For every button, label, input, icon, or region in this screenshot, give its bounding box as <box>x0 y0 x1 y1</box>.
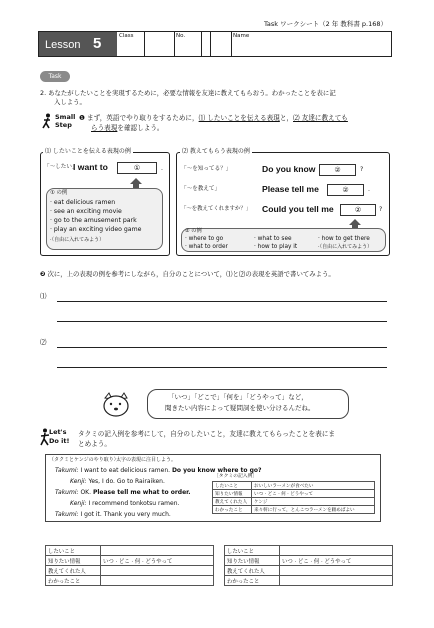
answer-line-1b[interactable] <box>57 321 387 322</box>
sample-value-2: いつ · どこ · 何 · どうやって <box>252 490 375 498</box>
small-step-badge-bottom: Step <box>55 121 72 129</box>
box1-examples-note: ·（自由に入れてみよう） <box>50 237 105 243</box>
sample-table <box>212 481 375 514</box>
dialogue-1-plain: I want to eat delicious ramen. <box>80 467 171 474</box>
left-value-2[interactable]: いつ · どこ · 何 · どうやって <box>101 556 214 566</box>
class-value-cell[interactable] <box>144 32 175 56</box>
box2-row3-end: ? <box>379 206 383 213</box>
box2-example-5: · how to play it <box>254 244 298 250</box>
box2-row1-en: Do you know <box>262 164 316 174</box>
no-cell[interactable] <box>174 32 202 56</box>
box1-example-3: · go to the amusement park <box>50 217 137 224</box>
class-label: Class <box>119 33 134 39</box>
small-step-badge-top: Small <box>55 113 76 121</box>
sample-label-3: 教えてくれた人 <box>213 498 252 506</box>
box1-example-2: · see an exciting movie <box>50 208 122 215</box>
left-label-1: したいこと <box>46 546 101 556</box>
answer-table-left <box>45 545 214 586</box>
left-label-2: 知りたい情報 <box>46 556 101 566</box>
dialogue-1-bold: Do you know where to go? <box>171 467 262 474</box>
left-value-3[interactable] <box>101 566 214 576</box>
step-text-c: と， <box>279 114 294 122</box>
hint-line2: 聞きたい内容によって疑問詞を使い分けるんだね。 <box>165 404 315 412</box>
sample-value-3: ケンジ <box>252 498 375 506</box>
hint-line1: 「いつ」「どこで」「何を」「どうやって」など， <box>168 393 308 401</box>
box2-row3-en: Could you tell me <box>262 204 334 214</box>
small-step-line2 <box>91 124 164 132</box>
box2-row3-slot[interactable]: ② <box>340 204 376 216</box>
box2-example-4: · what to order <box>185 244 228 250</box>
right-label-2: 知りたい情報 <box>225 556 280 566</box>
right-label-1: したいこと <box>225 546 280 556</box>
left-label-3: 教えてくれた人 <box>46 566 101 576</box>
right-value-4[interactable] <box>280 576 393 586</box>
box1-slot[interactable]: ① <box>117 162 157 174</box>
small-step-walker-icon <box>40 113 54 129</box>
box2-row2-end: . <box>368 186 370 193</box>
dialogue-line-2 <box>70 478 165 486</box>
small-step-line1 <box>79 114 348 122</box>
right-value-1[interactable] <box>280 546 393 556</box>
box1-title: ⑴ したいことを伝える表現の例 <box>45 148 131 155</box>
box1-example-4: · play an exciting video game <box>50 226 142 233</box>
name-label: Name <box>233 33 250 39</box>
worksheet-title: Task ワークシート（2 年 教科書 p.168） <box>264 20 388 28</box>
answer-line-1a[interactable] <box>57 301 387 302</box>
speaker-1: Takumi: <box>55 467 79 474</box>
lets-badge-top: Let's <box>49 428 67 436</box>
box2-row3-jp: 「〜を教えてくれますか？」 <box>181 206 252 212</box>
step-number: ❶ <box>79 114 85 122</box>
step-text-f: を確認しよう。 <box>117 124 164 132</box>
right-label-4: わかったこと <box>225 576 280 586</box>
box2-row2-slot[interactable]: ② <box>327 184 364 196</box>
right-value-2[interactable]: いつ · どこ · 何 · どうやって <box>280 556 393 566</box>
speaker-5: Takumi: <box>55 511 79 518</box>
dialogue-line-4 <box>70 500 179 508</box>
lesson-badge <box>39 32 117 56</box>
box1-examples-title: ① の例 <box>50 190 68 196</box>
right-value-3[interactable] <box>280 566 393 576</box>
box1-prompt: 「〜したい」 <box>44 164 78 170</box>
q2-line1: 2. あなたがしたいことを実現するために，必要な情報を友達に教えてもらおう。わかったことを表に記 <box>40 89 336 97</box>
sample-title: ［タクミの記入例］ <box>214 474 258 479</box>
lets-line1: タクミの記入例を参考にして，自分のしたいこと，友達に教えてもらったことを表にま <box>78 430 336 438</box>
left-label-4: わかったこと <box>46 576 101 586</box>
box2-title: ⑵ 教えてもらう表現の例 <box>182 148 250 155</box>
header-bar <box>38 31 392 57</box>
box2-row2-jp: 「〜を教えて」 <box>181 186 221 192</box>
speaker-3: Takumi: <box>55 489 79 496</box>
dialogue-3-plain: OK. <box>80 489 92 496</box>
dialogue-2-plain: Yes, I do. Go to Rairaiken. <box>88 478 165 485</box>
box2-example-1: · where to go <box>185 236 224 242</box>
no-label: No. <box>176 33 186 39</box>
answer-line-2b[interactable] <box>57 367 387 368</box>
box2-row1-jp: 「〜を知ってる？」 <box>181 166 232 172</box>
example-caption-note: 太字の表現に注目しよう。 <box>116 457 177 463</box>
line2-label: ⑵ <box>40 338 47 346</box>
left-value-1[interactable] <box>101 546 214 556</box>
dog-mascot-icon <box>100 392 132 420</box>
example-caption: （タクミとケンジのやり取り） <box>49 457 119 463</box>
lesson-number: 5 <box>93 35 102 52</box>
step-text-b: ⑴ したいことを伝える表現 <box>198 114 280 122</box>
step-text-a: まず，英語でやり取りをするために， <box>87 114 199 122</box>
q2-line2: 入しよう。 <box>54 98 86 106</box>
dialogue-5-plain: I got it. Thank you very much. <box>80 511 171 518</box>
box1-example-1: · eat delicious ramen <box>50 199 116 206</box>
q2b-number: ❷ <box>40 270 46 278</box>
lets-line2: とめよう。 <box>78 440 111 448</box>
sample-value-4: 来々軒に行って，とんこつラーメンを頼めばよい <box>252 506 375 514</box>
speaker-4: Kenji: <box>70 500 87 507</box>
name-cell[interactable] <box>231 32 271 56</box>
box2-example-6: ·（自由に入れてみよう） <box>318 244 373 250</box>
q2b-instruction: 次に，上の表現の例を参考にしながら，自分のことについて，⑴と⑵の表現を英語で書いてみよう。 <box>47 270 335 278</box>
step-text-e: らう表現 <box>91 124 118 132</box>
lets-badge-bottom: Do it! <box>49 437 70 445</box>
box2-row2-en: Please tell me <box>262 184 319 194</box>
class-cell[interactable] <box>117 32 145 56</box>
lesson-word: Lesson <box>45 39 81 51</box>
task-tag: Task <box>40 71 70 82</box>
sample-label-2: 知りたい情報 <box>213 490 252 498</box>
no-value-cell[interactable] <box>201 32 232 56</box>
step-text-d: ⑵ 友達に教えても <box>293 114 348 122</box>
speaker-2: Kenji: <box>70 478 87 485</box>
sample-value-1: おいしいラーメンが食べたい <box>252 482 375 490</box>
q2b-text <box>40 270 335 278</box>
box2-examples-title: ② の例 <box>185 228 202 234</box>
dialogue-3-bold: Please tell me what to order. <box>92 489 191 496</box>
name-divider <box>210 31 211 57</box>
answer-line-2a[interactable] <box>57 347 387 348</box>
sample-label-1: したいこと <box>213 482 252 490</box>
box2-row1-slot[interactable]: ② <box>319 164 356 176</box>
line1-label: ⑴ <box>40 292 47 300</box>
right-label-3: 教えてくれた人 <box>225 566 280 576</box>
dialogue-line-5 <box>55 511 171 519</box>
dialogue-line-3 <box>55 489 191 497</box>
box2-example-3: · how to get there <box>318 236 370 242</box>
sample-label-4: わかったこと <box>213 506 252 514</box>
answer-table-right <box>224 545 393 586</box>
box2-example-2: · what to see <box>254 236 292 242</box>
left-value-4[interactable] <box>101 576 214 586</box>
box1-period: . <box>161 165 163 172</box>
dialogue-4-plain: I recommend tonkotsu ramen. <box>88 500 180 507</box>
box2-row1-end: ? <box>360 166 364 173</box>
box1-phrase: I want to <box>73 162 108 172</box>
